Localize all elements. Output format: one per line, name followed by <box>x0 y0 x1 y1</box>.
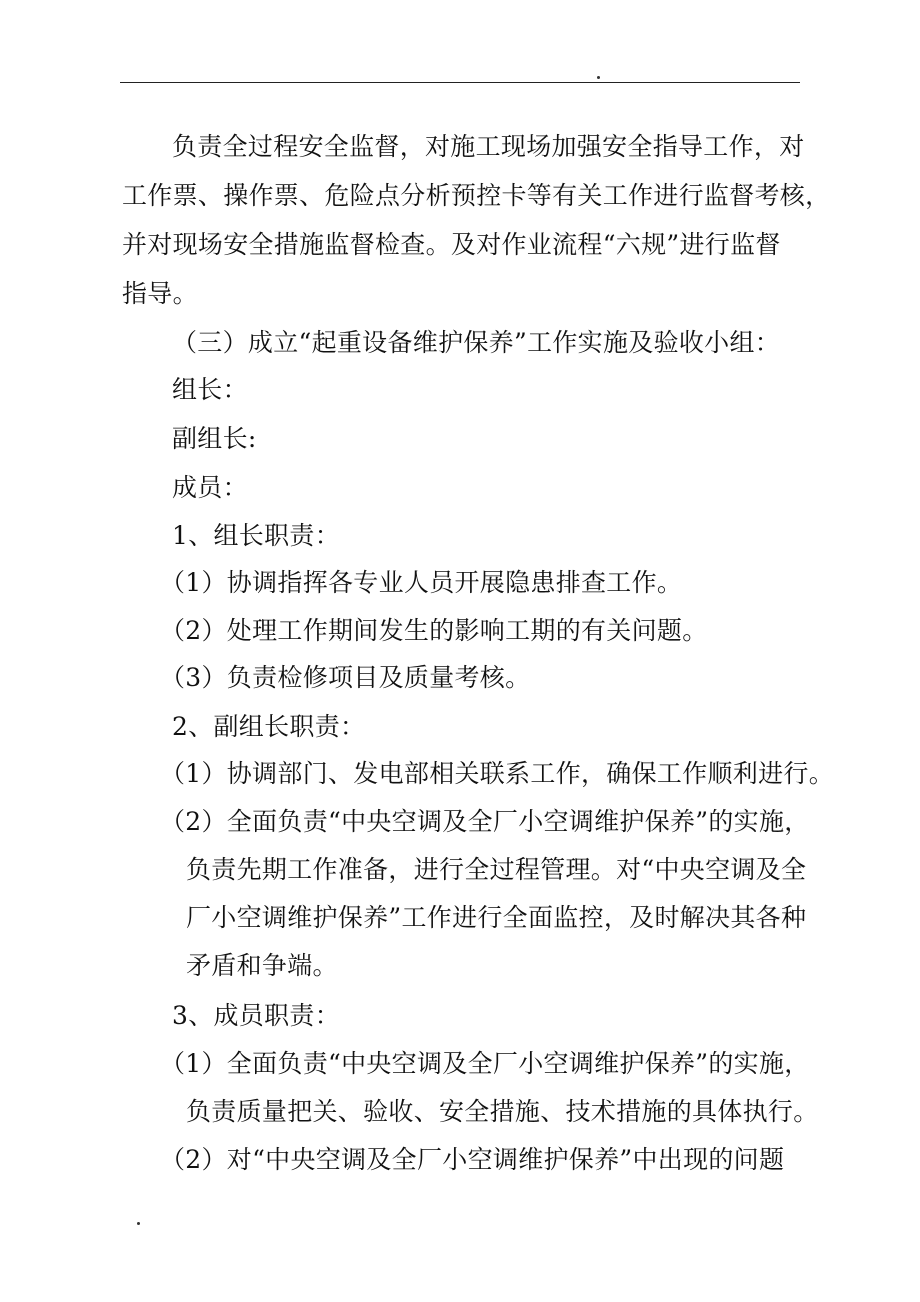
text-line: （2）全面负责“中央空调及全厂小空调维护保养”的实施， <box>160 807 810 836</box>
header-dot <box>597 76 600 79</box>
text-line: （3）负责检修项目及质量考核。 <box>160 663 531 692</box>
subsection-heading: 3、成员职责： <box>172 1001 341 1030</box>
text-line: 副组长: <box>172 424 257 453</box>
subsection-heading: 1、组长职责： <box>172 521 341 550</box>
text-line: 成员： <box>172 473 248 502</box>
text-line: （1）协调指挥各专业人员开展隐患排查工作。 <box>160 568 683 597</box>
header-rule <box>120 82 800 83</box>
text-line: （2）处理工作期间发生的影响工期的有关问题。 <box>160 616 708 645</box>
text-line: 负责质量把关、验收、安全措施、技术措施的具体执行。 <box>186 1097 819 1126</box>
text-line: 工作票、操作票、危险点分析预控卡等有关工作进行监督考核， <box>122 181 831 210</box>
text-line: （2）对“中央空调及全厂小空调维护保养”中出现的问题 <box>160 1145 785 1174</box>
text-line: 负责先期工作准备，进行全过程管理。对“中央空调及全 <box>186 855 807 884</box>
section-heading: （三）成立“起重设备维护保养”工作实施及验收小组： <box>172 328 781 357</box>
text-line: 矛盾和争端。 <box>186 951 338 980</box>
text-line: 指导。 <box>122 279 198 308</box>
text-line: 组长： <box>172 375 248 404</box>
subsection-heading: 2、副组长职责： <box>172 712 366 741</box>
text-line: 负责全过程安全监督，对施工现场加强安全指导工作，对 <box>172 132 805 161</box>
footer-dot <box>137 1222 140 1225</box>
text-line: （1）全面负责“中央空调及全厂小空调维护保养”的实施， <box>160 1049 810 1078</box>
text-line: （1）协调部门、发电部相关联系工作，确保工作顺利进行。 <box>160 759 835 788</box>
text-line: 厂小空调维护保养”工作进行全面监控，及时解决其各种 <box>186 903 807 932</box>
text-line: 并对现场安全措施监督检查。及对作业流程“六规”进行监督 <box>122 230 781 259</box>
